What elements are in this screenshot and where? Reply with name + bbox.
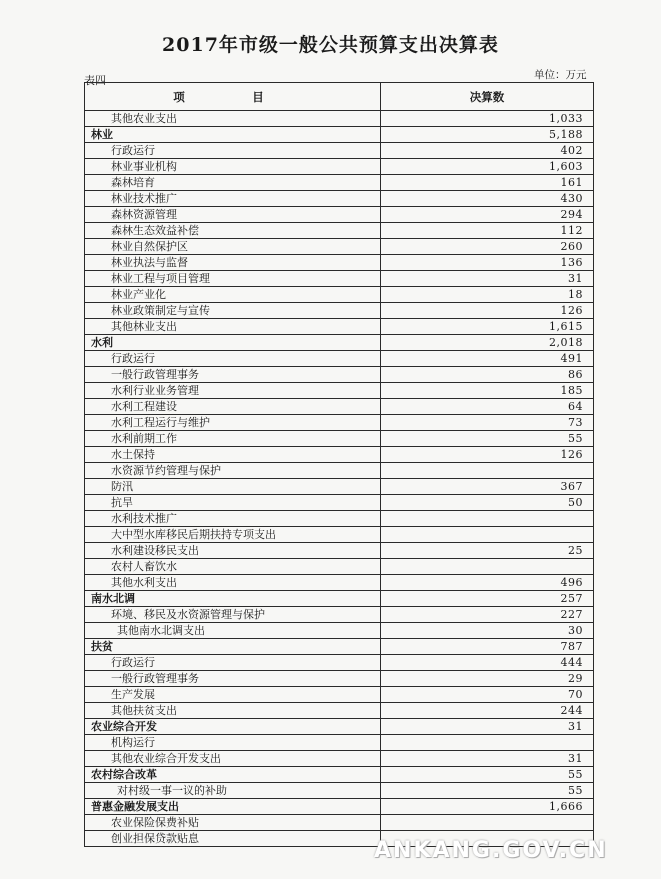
row-amount: 112 (381, 223, 594, 239)
table-row (85, 799, 594, 815)
row-item-name: 环境、移民及水资源管理与保护 (85, 607, 381, 623)
row-item-name: 林业工程与项目管理 (85, 271, 381, 287)
table-row (85, 207, 594, 223)
table-row (85, 319, 594, 335)
column-header-amount: 决算数 (381, 83, 594, 111)
table-row (85, 111, 594, 127)
row-amount: 5,188 (381, 127, 594, 143)
row-item-name: 其他农业支出 (85, 111, 381, 127)
row-amount: 1,603 (381, 159, 594, 175)
row-amount: 31 (381, 751, 594, 767)
table-row (85, 159, 594, 175)
table-row (85, 607, 594, 623)
row-amount: 25 (381, 543, 594, 559)
row-item-name: 行政运行 (85, 351, 381, 367)
table-row (85, 239, 594, 255)
row-item-name: 水利工程运行与维护 (85, 415, 381, 431)
row-amount: 55 (381, 767, 594, 783)
table-row (85, 431, 594, 447)
table-row (85, 271, 594, 287)
table-row (85, 287, 594, 303)
row-amount: 1,666 (381, 799, 594, 815)
row-item-name: 水利行业业务管理 (85, 383, 381, 399)
row-amount: 227 (381, 607, 594, 623)
row-amount: 29 (381, 671, 594, 687)
row-item-name: 森林培育 (85, 175, 381, 191)
row-amount: 185 (381, 383, 594, 399)
row-item-name: 林业事业机构 (85, 159, 381, 175)
row-amount (381, 527, 594, 543)
row-amount: 257 (381, 591, 594, 607)
table-row (85, 639, 594, 655)
row-amount: 31 (381, 271, 594, 287)
row-amount: 402 (381, 143, 594, 159)
row-item-name: 机构运行 (85, 735, 381, 751)
watermark: ANKANG.GOV.CN (374, 838, 608, 863)
table-row (85, 543, 594, 559)
row-item-name: 林业政策制定与宣传 (85, 303, 381, 319)
row-amount: 86 (381, 367, 594, 383)
row-amount: 491 (381, 351, 594, 367)
table-row (85, 783, 594, 799)
expenditure-table (84, 82, 594, 847)
row-item-name: 大中型水库移民后期扶持专项支出 (85, 527, 381, 543)
row-item-name: 水资源节约管理与保护 (85, 463, 381, 479)
table-row (85, 175, 594, 191)
row-amount: 70 (381, 687, 594, 703)
table-header-row (85, 83, 594, 111)
table-row (85, 383, 594, 399)
table-row (85, 399, 594, 415)
row-item-name: 农业保险保费补贴 (85, 815, 381, 831)
table-row (85, 143, 594, 159)
row-item-name: 水利建设移民支出 (85, 543, 381, 559)
row-amount: 294 (381, 207, 594, 223)
table-row (85, 815, 594, 831)
row-amount: 367 (381, 479, 594, 495)
table-row (85, 735, 594, 751)
row-amount: 126 (381, 303, 594, 319)
table-row (85, 511, 594, 527)
table-row (85, 655, 594, 671)
column-header-item: 项 目 (85, 83, 381, 111)
row-amount: 787 (381, 639, 594, 655)
row-item-name: 抗旱 (85, 495, 381, 511)
row-item-name: 其他扶贫支出 (85, 703, 381, 719)
row-amount (381, 735, 594, 751)
table-row (85, 335, 594, 351)
row-item-name: 水利 (85, 335, 381, 351)
table-row (85, 367, 594, 383)
row-amount: 260 (381, 239, 594, 255)
row-amount: 244 (381, 703, 594, 719)
table-row (85, 527, 594, 543)
row-item-name: 其他水利支出 (85, 575, 381, 591)
row-item-name: 水土保持 (85, 447, 381, 463)
row-item-name: 林业 (85, 127, 381, 143)
row-item-name: 行政运行 (85, 655, 381, 671)
row-amount: 496 (381, 575, 594, 591)
row-item-name: 水利技术推广 (85, 511, 381, 527)
row-amount: 126 (381, 447, 594, 463)
row-item-name: 水利工程建设 (85, 399, 381, 415)
row-amount: 136 (381, 255, 594, 271)
table-row (85, 495, 594, 511)
row-item-name: 其他南水北调支出 (85, 623, 381, 639)
row-item-name: 创业担保贷款贴息 (85, 831, 381, 847)
table-row (85, 623, 594, 639)
table-row (85, 671, 594, 687)
row-amount (381, 815, 594, 831)
row-amount: 2,018 (381, 335, 594, 351)
table-row (85, 479, 594, 495)
table-row (85, 463, 594, 479)
row-amount: 30 (381, 623, 594, 639)
row-amount: 1,615 (381, 319, 594, 335)
row-amount: 18 (381, 287, 594, 303)
table-row (85, 751, 594, 767)
row-item-name: 林业技术推广 (85, 191, 381, 207)
table-row (85, 351, 594, 367)
row-item-name: 农村人畜饮水 (85, 559, 381, 575)
row-item-name: 其他林业支出 (85, 319, 381, 335)
table-number: 表四 (84, 74, 106, 87)
row-item-name: 林业自然保护区 (85, 239, 381, 255)
row-amount: 161 (381, 175, 594, 191)
row-item-name: 林业产业化 (85, 287, 381, 303)
table-row (85, 703, 594, 719)
row-item-name: 行政运行 (85, 143, 381, 159)
row-item-name: 一般行政管理事务 (85, 367, 381, 383)
table-row (85, 303, 594, 319)
row-amount: 55 (381, 431, 594, 447)
table-row (85, 559, 594, 575)
table-row (85, 719, 594, 735)
row-item-name: 对村级一事一议的补助 (85, 783, 381, 799)
page-title: 2017年市级一般公共预算支出决算表 (162, 34, 499, 56)
row-item-name: 水利前期工作 (85, 431, 381, 447)
table-row (85, 415, 594, 431)
table-body (85, 111, 594, 847)
row-item-name: 其他农业综合开发支出 (85, 751, 381, 767)
table-row (85, 687, 594, 703)
row-amount (381, 511, 594, 527)
row-item-name: 普惠金融发展支出 (85, 799, 381, 815)
row-item-name: 森林生态效益补偿 (85, 223, 381, 239)
row-item-name: 扶贫 (85, 639, 381, 655)
row-amount: 50 (381, 495, 594, 511)
row-amount: 1,033 (381, 111, 594, 127)
row-item-name: 防汛 (85, 479, 381, 495)
table-row (85, 767, 594, 783)
row-amount (381, 463, 594, 479)
table-row (85, 255, 594, 271)
row-item-name: 生产发展 (85, 687, 381, 703)
row-item-name: 农业综合开发 (85, 719, 381, 735)
row-item-name: 森林资源管理 (85, 207, 381, 223)
row-amount: 31 (381, 719, 594, 735)
row-amount: 55 (381, 783, 594, 799)
table-row (85, 127, 594, 143)
row-amount: 64 (381, 399, 594, 415)
table-row (85, 447, 594, 463)
row-amount (381, 559, 594, 575)
row-item-name: 农村综合改革 (85, 767, 381, 783)
table-row (85, 575, 594, 591)
row-item-name: 林业执法与监督 (85, 255, 381, 271)
table-row (85, 223, 594, 239)
row-item-name: 南水北调 (85, 591, 381, 607)
row-amount: 444 (381, 655, 594, 671)
row-amount: 73 (381, 415, 594, 431)
table-row (85, 191, 594, 207)
row-amount: 430 (381, 191, 594, 207)
unit-label: 单位：万元 (534, 69, 587, 81)
table-row (85, 591, 594, 607)
row-item-name: 一般行政管理事务 (85, 671, 381, 687)
